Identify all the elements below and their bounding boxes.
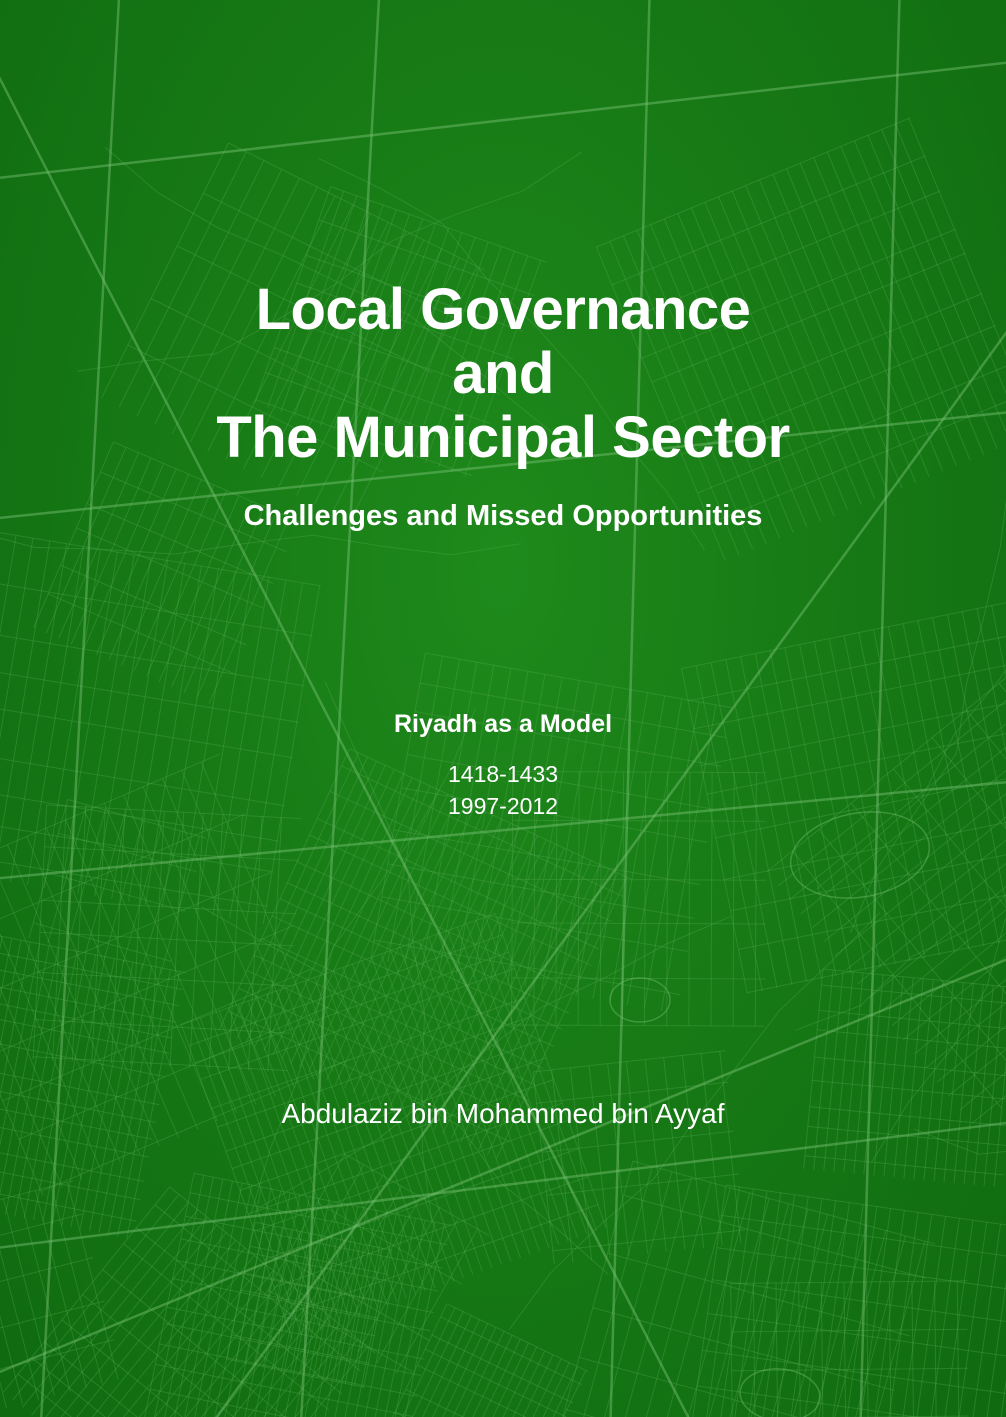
book-title [0,278,1006,470]
hijri-year-range: 1418-1433 [448,761,558,787]
title-line-2: and [452,341,554,406]
title-line-1: Local Governance [255,277,751,342]
book-subtitle: Challenges and Missed Opportunities [243,500,763,532]
year-range [0,758,1006,822]
case-study-label: Riyadh as a Model [393,710,613,738]
author-name: Abdulaziz bin Mohammed bin Ayyaf [281,1098,725,1129]
gregorian-year-range: 1997-2012 [448,793,558,819]
title-line-3: The Municipal Sector [216,405,790,470]
